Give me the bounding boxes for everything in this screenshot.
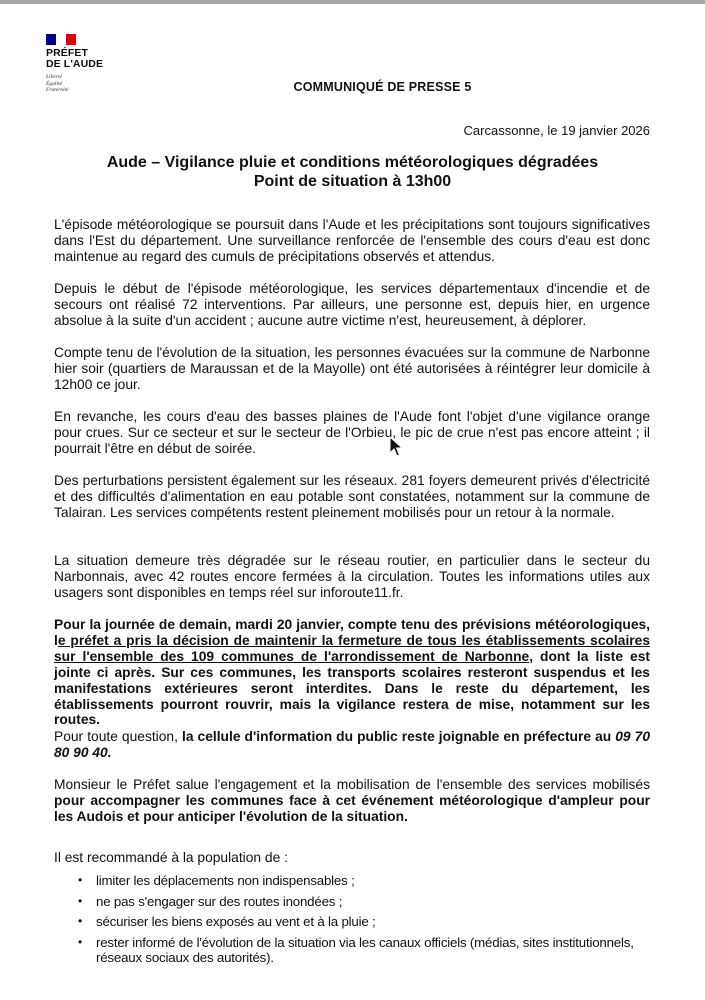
paragraph-8-text <box>54 729 650 761</box>
recommendation-text: rester informé de l'évolution de la situation via les canaux officiels (médias, sites institutionnels, réseaux sociaux des autorités). <box>96 934 634 966</box>
bullet-icon: • <box>78 873 83 887</box>
p8-part-a: Pour toute question, <box>54 729 182 744</box>
paragraph-6 <box>54 553 650 601</box>
list-item <box>54 935 650 966</box>
logo-line-1: PRÉFET <box>46 47 89 59</box>
paragraph-7 <box>54 617 650 728</box>
title-line-1: Aude – Vigilance pluie et conditions météorologiques dégradées <box>106 154 599 171</box>
recommendations-intro <box>54 850 650 866</box>
document-date: Carcassonne, le 19 janvier 2026 <box>463 123 650 138</box>
recommendations-list <box>54 873 650 966</box>
title-line-2: Point de situation à 13h00 <box>253 173 452 190</box>
recommendation-text: sécuriser les biens exposés au vent et à la pluie ; <box>96 914 376 930</box>
p8-part-b: la cellule d'information du public reste joignable en préfecture au <box>181 729 616 744</box>
list-item <box>54 894 650 910</box>
p9-part-a: Monsieur le Préfet salue l'engagement et la mobilisation de l'ensemble des services mobilisés <box>54 777 650 792</box>
bullet-icon: • <box>78 914 83 929</box>
french-flag-icon <box>46 34 76 45</box>
paragraph-5 <box>54 473 650 521</box>
paragraph-9-text <box>54 777 650 825</box>
paragraph-1-text: L'épisode météorologique se poursuit dans l'Aude et les précipitations sont toujours significatives dans l'Est du département. Une surveillance renforcée de l'ensemble des cours d'eau est donc maintenue au regard des cumuls de précipitations observés et attendus. <box>54 217 650 264</box>
flag-white <box>56 34 66 45</box>
logo-line-2: DE L'AUDE <box>46 58 104 70</box>
list-item <box>54 873 650 889</box>
mouse-pointer-icon <box>389 436 403 458</box>
communique-label: COMMUNIQUÉ DE PRESSE 5 <box>293 80 472 94</box>
recommendations-intro-text: Il est recommandé à la population de : <box>54 850 288 865</box>
paragraph-3-text: Compte tenu de l'évolution de la situation, les personnes évacuées sur la commune de Narbonne hier soir (quartiers de Maraussan et de la Mayolle) ont été autorisées à réintégrer leur domicile à 12h00 ce jour. <box>54 345 650 392</box>
paragraph-3 <box>54 345 650 393</box>
bullet-icon: • <box>78 893 83 908</box>
document-title <box>0 153 705 191</box>
flag-blue <box>46 34 56 45</box>
paragraph-1 <box>54 217 650 265</box>
flag-red <box>66 34 76 45</box>
paragraph-5-text: Des perturbations persistent également sur les réseaux. 281 foyers demeurent privés d'électricité et des difficultés d'alimentation en eau potable sont constatées, notamment sur la commune de Talairan. Les services compétents restent pleinement mobilisés pour un retour à la normale. <box>54 473 650 520</box>
paragraph-8 <box>54 729 650 761</box>
list-item <box>54 914 650 930</box>
p7-part-a: Pour la journée de demain, mardi 20 janvier, compte tenu des prévisions météorologiques, l <box>54 617 650 648</box>
paragraph-6-text: La situation demeure très dégradée sur le réseau routier, en particulier dans le secteur du Narbonnais, avec 42 routes encore fermées à la circulation. Toutes les informations utiles aux usagers sont disponibles en temps réel sur inforoute11.fr. <box>54 553 650 600</box>
paragraph-9 <box>54 777 650 825</box>
bullet-icon: • <box>78 934 83 949</box>
p8-phone-number: 09 70 80 90 40. <box>54 729 650 760</box>
paragraph-2-text: Depuis le début de l'épisode météorologique, les services départementaux d'incendie et de secours ont réalisé 72 interventions. Par ailleurs, une personne est, depuis hier, en urgence absolue à la suite d'un accident ; aucune autre victime n'est, heureusement, à déplorer. <box>54 281 650 328</box>
recommendation-text: ne pas s'engager sur des routes inondées ; <box>96 893 343 909</box>
paragraph-4-text: En revanche, les cours d'eau des basses plaines de l'Aude font l'objet d'une vigilance orange pour crues. Sur ce secteur et sur le secteur de l'Orbieu, le pic de crue n'est pas encore atteint ; il pourrait l'être en début de soirée. <box>54 409 650 456</box>
p7-part-c: , dont la liste est jointe ci après. Sur ces communes, les transports scolaires resteront suspendus et les manifestations extérieures seront interdites. Dans le reste du département, les établissements pourront rouvrir, mais la vigilance restera de mise, notamment sur les routes. <box>54 648 650 728</box>
top-border <box>0 0 705 4</box>
motto-fraternite: Fraternité <box>46 87 69 93</box>
motto-liberte: Liberté <box>46 74 62 80</box>
motto-egalite: Égalité <box>46 80 62 87</box>
p7-underlined-decision: e préfet a pris la décision de maintenir la fermeture de tous les établissements scolaires sur l'ensemble des 109 communes de l'arrondissement de Narbonne <box>54 632 650 664</box>
paragraph-4 <box>54 409 650 457</box>
paragraph-2 <box>54 281 650 329</box>
p9-part-b: pour accompagner les communes face à cet événement météorologique d'ampleur pour les Audois et pour anticiper l'évolution de la situation. <box>54 792 650 824</box>
recommendation-text: limiter les déplacements non indispensables ; <box>96 873 355 888</box>
paragraph-7-text <box>54 617 650 728</box>
